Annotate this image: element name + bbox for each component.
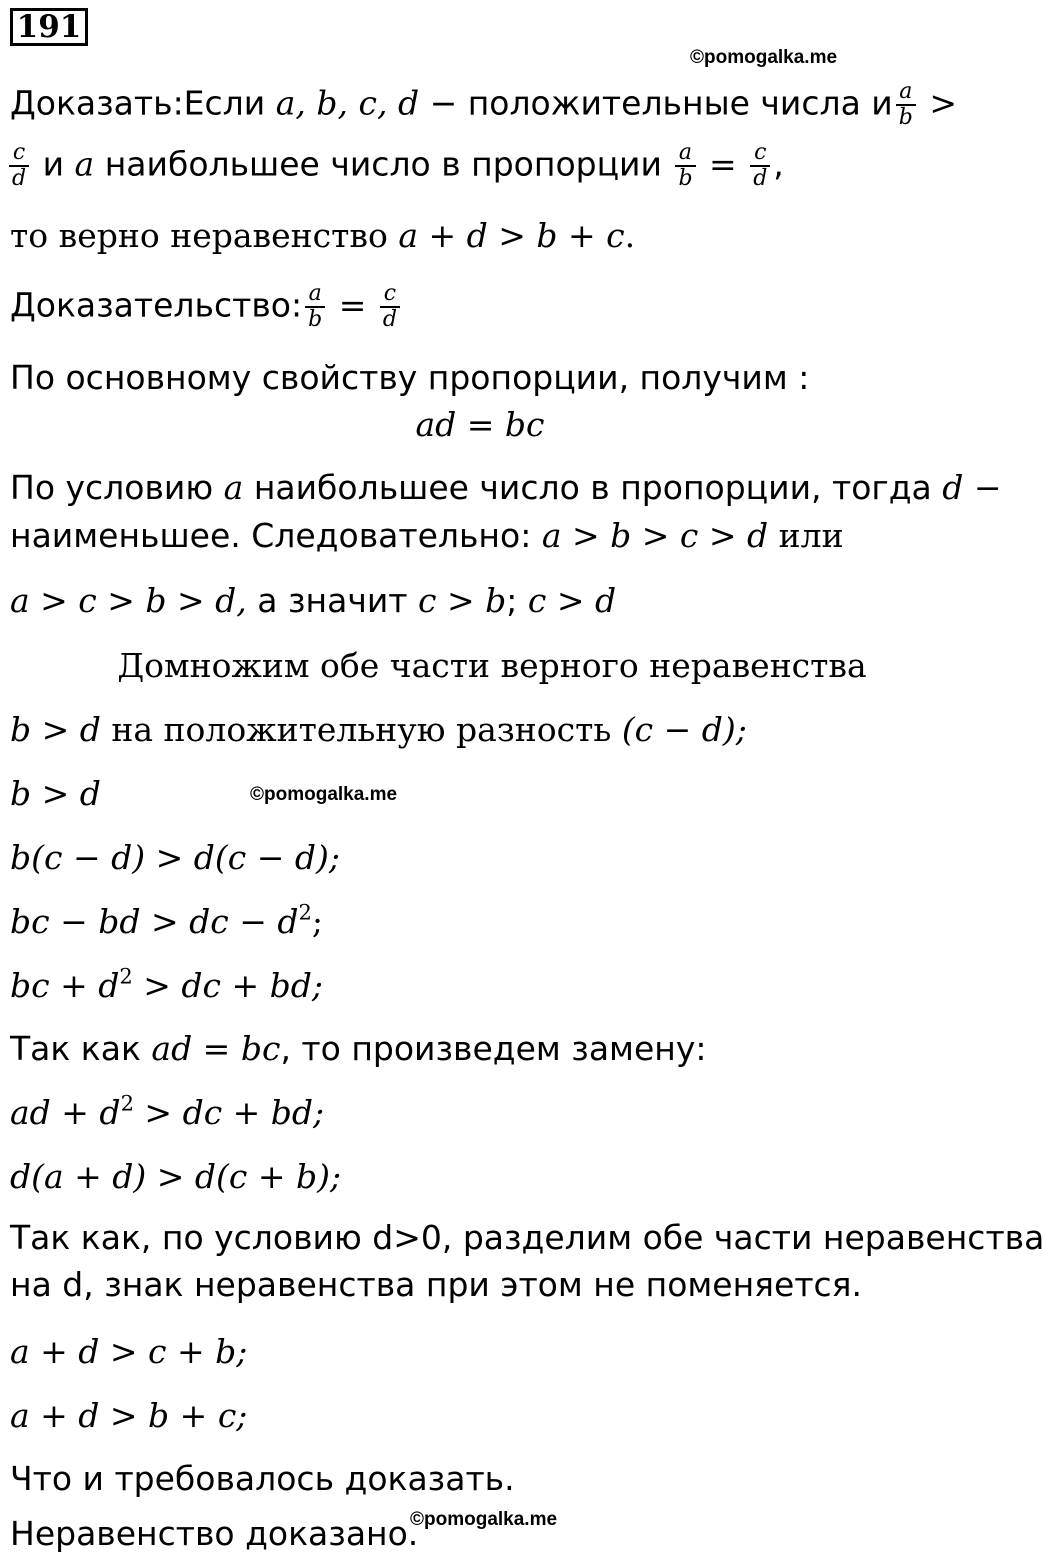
property-text: По основному свойству пропорции, получим : xyxy=(10,358,810,397)
step-7: a + d > c + b; xyxy=(10,1332,248,1371)
divide-line-2: на d, знак неравенства при этом не поменяется. xyxy=(10,1265,863,1304)
step-6: d(a + d) > d(c + b); xyxy=(10,1157,342,1196)
problem-number: 191 xyxy=(10,8,88,46)
chain-2: a > c > b > d, xyxy=(10,581,247,620)
step-4: bc + $d^2$ > dc + bd; xyxy=(10,964,323,1005)
condition-line-2: наименьшее. Следовательно: a > b > c > d или xyxy=(10,516,844,555)
step-2: b(c − d) > d(c − d); xyxy=(10,838,340,877)
multiply-line-1: Домножим обе части верного неравенства xyxy=(117,646,867,685)
proof-eq-sign: = xyxy=(338,285,367,325)
eq-sign: = xyxy=(709,144,737,184)
statement-then: то верно неравенство xyxy=(10,216,388,255)
gt-sign: > xyxy=(929,83,958,123)
divide-line-1: Так как, по условию d>0, разделим обе части неравенства xyxy=(10,1218,1044,1257)
watermark-middle: ©pomogalka.me xyxy=(250,784,398,805)
step-5: ad + $d^2$ > dc + bd; xyxy=(10,1091,325,1132)
chain-1: a > b > c > d xyxy=(541,516,769,555)
statement-line-1 xyxy=(10,80,957,130)
statement-comma: , xyxy=(773,144,784,184)
formula-ad-bc: ad = bc xyxy=(415,405,545,444)
proof-fraction-c-over-d: $\frac{c}{d}$ xyxy=(380,282,400,332)
step-8: a + d > b + c; xyxy=(10,1396,248,1435)
proof-fraction-a-over-b: $\frac{a}{b}$ xyxy=(305,282,325,332)
statement-period: . xyxy=(624,216,636,255)
fraction-c-over-d-2: $\frac{c}{d}$ xyxy=(750,141,770,191)
replace-line: Так как ad = bc, то произведем замену: xyxy=(10,1029,707,1068)
statement-positive: − положительные числа и xyxy=(429,83,893,123)
watermark-bottom: ©pomogalka.me xyxy=(410,1509,558,1530)
final-line-1: Что и требовалось доказать. xyxy=(10,1459,515,1498)
watermark-top: ©pomogalka.me xyxy=(690,47,838,68)
fraction-c-over-d: $\frac{c}{d}$ xyxy=(9,141,29,191)
statement-var-a: a xyxy=(74,144,95,184)
fraction-a-over-b: $\frac{a}{b}$ xyxy=(896,80,916,130)
condition-line-1: По условию a наибольшее число в пропорции, тогда d − xyxy=(10,468,1002,507)
proof-label: Доказательство: xyxy=(10,285,303,325)
statement-largest: наибольшее число в пропорции xyxy=(104,144,662,184)
final-line-2: Неравенство доказано. xyxy=(10,1514,419,1553)
condition-line-3: a > c > b > d, а значит c > b; c > d xyxy=(10,581,617,620)
fraction-a-over-b-2: $\frac{a}{b}$ xyxy=(675,141,695,191)
statement-line-3 xyxy=(10,217,635,255)
statement-vars: a, b, c, d xyxy=(275,83,420,123)
step-3: bc − bd > dc − $d^2$; xyxy=(10,900,323,941)
statement-and: и xyxy=(42,144,65,184)
multiply-line-2: b > d на положительную разность (c − d); xyxy=(10,710,747,749)
proof-line xyxy=(10,282,403,332)
statement-line-2 xyxy=(6,141,784,191)
statement-prove-label: Доказать:Если xyxy=(10,83,266,123)
statement-conclusion: a + d > b + c xyxy=(398,216,625,255)
step-1: b > d xyxy=(10,774,101,813)
